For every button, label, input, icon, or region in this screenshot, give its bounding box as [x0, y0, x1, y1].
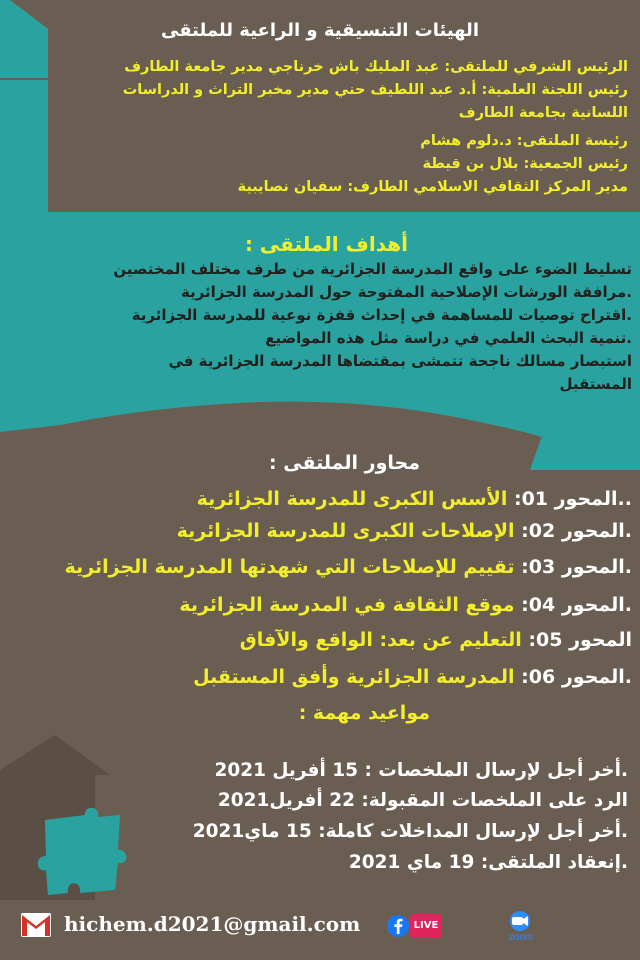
organizer-line: رئيس اللجنة العلمية: أ.د عبد اللطيف حني مدير مخبر التراث و الدراسات [122, 82, 628, 98]
axis-text: تقييم للإصلاحات التي شهدتها المدرسة الجزائرية [64, 556, 515, 578]
axis-text: التعليم عن بعد: الواقع والآفاق [239, 629, 522, 651]
gmail-icon [20, 912, 52, 938]
organizer-line: رئيس الجمعية: بلال بن قيطة [422, 156, 628, 172]
facebook-icon [386, 914, 410, 938]
axis-item [20, 623, 632, 657]
goal-item: تسليط الضوء على واقع المدرسة الجزائرية من طرف مختلف المختصين [113, 260, 632, 278]
contact-email[interactable]: hichem.d2021@gmail.com [64, 912, 361, 936]
live-badge: LIVE [410, 914, 442, 938]
axis-label: .المحور 06: [521, 666, 632, 688]
goal-item: .مرافقة الورشات الإصلاحية المفتوحة حول المدرسة الجزائرية [180, 283, 632, 301]
axis-item [20, 482, 632, 516]
axis-text: موقع الثقافة في المدرسة الجزائرية [179, 594, 515, 616]
date-item: .أخر أجل لإرسال المداخلات كاملة: 15 ماي2021 [192, 821, 628, 842]
dates-title: مواعيد مهمة : [298, 702, 430, 724]
axis-label: المحور 05: [528, 629, 632, 651]
organizer-line: رئيسة الملتقى: د.دلوم هشام [420, 133, 628, 149]
axis-item [20, 588, 632, 622]
goals-title: أهداف الملتقى : [244, 232, 408, 256]
axis-text: الأسس الكبرى للمدرسة الجزائرية [196, 488, 508, 510]
axis-item [20, 514, 632, 548]
organizer-line: مدير المركز الثقافي الاسلامي الطارف: سفيان نصايبية [237, 179, 628, 195]
axis-text: المدرسة الجزائرية وأفق المستقبل [193, 666, 515, 688]
goal-item: .اقتراح توصيات للمساهمة في إحداث قفزة نوعية للمدرسة الجزائرية [131, 306, 632, 324]
zoom-label: zoom [508, 932, 534, 943]
goal-item: .تنمية البحث العلمي في دراسة مثل هذه المواضيع [265, 329, 632, 347]
date-item: .إنعقاد الملتقى: 19 ماي 2021 [348, 852, 628, 873]
axis-text: الإصلاحات الكبرى للمدرسة الجزائرية [176, 520, 515, 542]
date-item: الرد على الملخصات المقبولة: 22 أفريل2021 [217, 790, 628, 811]
organizer-line: الرئيس الشرفي للملتقى: عبد المليك باش خرناجي مدير جامعة الطارف [124, 59, 628, 75]
axes-title: محاور الملتقى : [269, 452, 420, 474]
goal-item: المستقبل [559, 375, 632, 393]
axis-label: .المحور 02: [521, 520, 632, 542]
axis-label: .المحور 03: [521, 556, 632, 578]
axis-item [20, 550, 632, 584]
axis-label: .المحور 04: [521, 594, 632, 616]
axis-item [20, 660, 632, 694]
date-item: .أخر أجل لإرسال الملخصات : 15 أفريل 2021 [214, 760, 628, 781]
goal-item: استبصار مسالك ناجحة تتمشى بمقتضاها المدرسة الجزائرية في [168, 352, 632, 370]
organizers-title: الهيئات التنسيقية و الراعية للملتقى [160, 20, 479, 41]
organizer-line: اللسانية بجامعة الطارف [458, 105, 628, 121]
zoom-icon [494, 910, 546, 932]
axis-label: ..المحور 01: [513, 488, 632, 510]
